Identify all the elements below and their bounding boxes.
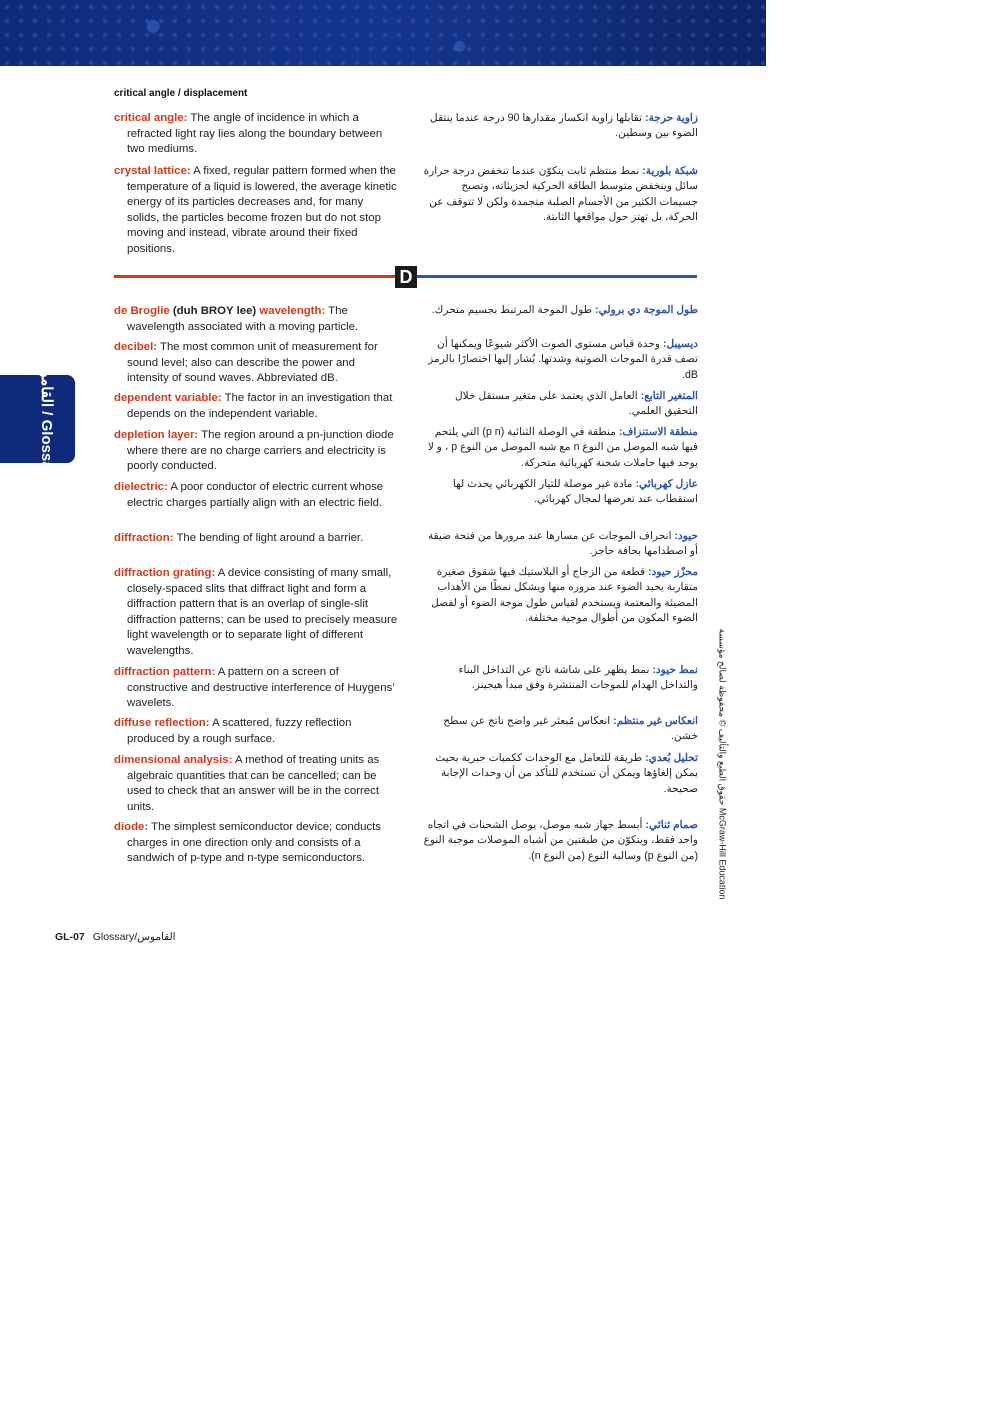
- arabic-definition: منطقة في الوصلة الثنائية (p n) التي يلتحم فيها شبه الموصل من النوع n مع شبه الموصل من النوع p ، و لا يوجد فيها حاملات شحنة كهربائية متحركة.: [427, 426, 698, 469]
- term-continued: wavelength:: [259, 305, 326, 317]
- definition: The wavelength associated with a moving particle.: [127, 305, 359, 333]
- entry-critical-angle-en: [114, 111, 398, 158]
- entry-depletion-layer-ar: [420, 425, 698, 471]
- entry-de-broglie-ar: [420, 303, 698, 318]
- arabic-term: انعكاس غير منتظم:: [613, 715, 698, 727]
- section-letter: D: [395, 266, 417, 288]
- copyright-notice: حقوق الطبع والتأليف © محفوظة لصالح مؤسسة McGraw-Hill Education: [717, 628, 728, 900]
- arabic-term: عازل كهربائي:: [635, 478, 698, 490]
- definition: The bending of light around a barrier.: [176, 532, 364, 544]
- entry-diffraction-en: [114, 531, 398, 547]
- arabic-term: طول الموجة دي برولي:: [595, 304, 698, 316]
- arabic-term: منطقة الاستنزاف:: [618, 426, 698, 438]
- entry-depletion-layer-en: [114, 428, 398, 475]
- definition: A scattered, fuzzy reflection produced by a rough surface.: [127, 717, 352, 745]
- term: critical angle:: [114, 112, 188, 124]
- arabic-definition: نمط منتظم ثابت يتكوّن عندما تنخفض درجة حرارة سائل وينخفض متوسط الطاقة الحركية لجزيئاته، وتصبح جسيمات الكثير من الأجسام الصلبة متجمدة ولكن لا تتوقف عن الحركة، بل تهتز حول مواقعها الثابتة.: [423, 165, 698, 224]
- term: crystal lattice:: [114, 165, 191, 177]
- arabic-term: محزّز حيود:: [648, 566, 698, 578]
- arabic-definition: نمط يظهر على شاشة ناتج عن التداخل البناء والتداخل الهدام للموجات المنتشرة وفق مبدأ هيجينز.: [458, 664, 698, 692]
- definition: A device consisting of many small, closely-spaced slits that diffract light and form a diffraction pattern that is an overlap of single-slit diffraction patterns; can be used to precisely measure light wavelength or to separate light of different wavelengths.: [127, 567, 398, 657]
- entry-diffuse-reflection-ar: [420, 714, 698, 745]
- arabic-term: ديسيبل:: [662, 338, 698, 350]
- entry-dielectric-en: [114, 480, 398, 511]
- entry-diffuse-reflection-en: [114, 716, 398, 747]
- definition: The most common unit of measurement for sound level; also can describe the power and intensity of sound waves. Abbreviated dB.: [127, 341, 378, 385]
- entry-critical-angle-ar: [420, 111, 698, 142]
- entry-crystal-lattice-en: [114, 164, 398, 258]
- arabic-term: المتغير التابع:: [640, 390, 698, 402]
- arabic-definition: انحراف الموجات عن مسارها عند مرورها من فتحة ضيقة أو اصطدامها بحافة حاجز.: [427, 530, 698, 558]
- entry-diffraction-grating-ar: [420, 565, 698, 627]
- term: diffraction:: [114, 532, 174, 544]
- definition: The simplest semiconductor device; conducts charges in one direction only and consists of a sandwich of p-type and n-type semiconductors.: [127, 821, 381, 865]
- entry-diffraction-grating-en: [114, 566, 398, 660]
- entry-crystal-lattice-ar: [420, 164, 698, 226]
- arabic-definition: قطعة من الزجاج أو البلاستيك فيها شقوق صغيرة متقاربة يحيد الضوء عند مروره منها ويشكل نمطًا من الأهداب المضيئة والمعتمة ويستخدم لقياس طول موجة الضوء أو لفصل الضوء المكون من أطوال موجية مختلفة.: [431, 566, 698, 625]
- definition: The region around a pn-junction diode where there are no charge carriers and electricity is poorly conducted.: [127, 429, 394, 473]
- term: diffuse reflection:: [114, 717, 210, 729]
- entry-decibel-ar: [420, 337, 698, 383]
- entry-de-broglie-en: [114, 304, 398, 335]
- pronunciation: (duh BROY lee): [169, 305, 260, 317]
- definition: A fixed, regular pattern formed when the temperature of a liquid is lowered, the average kinetic energy of its particles decreases and, for many solids, the particles become frozen but do not stop moving and instead, vibrate around their fixed positions.: [127, 165, 397, 255]
- definition: A method of treating units as algebraic quantities that can be cancelled; can be used to check that an answer will be in the correct units.: [127, 754, 380, 813]
- entry-dependent-variable-ar: [420, 389, 698, 420]
- arabic-definition: انعكاس مُبعثر غير واضح ناتج عن سطح خشن.: [443, 715, 698, 743]
- definition: A poor conductor of electric current whose electric charges partially align with an electric field.: [127, 481, 384, 509]
- page-number: GL-07: [55, 931, 85, 943]
- term: depletion layer:: [114, 429, 199, 441]
- footer-title: Glossary/القاموس: [92, 931, 176, 943]
- entry-dimensional-analysis-en: [114, 753, 398, 815]
- arabic-definition: مادة غير موصلة للتيار الكهربائي يحدث لها استقطاب عند تعرضها لمجال كهربائي.: [452, 478, 698, 506]
- entry-diffraction-pattern-en: [114, 665, 398, 712]
- term: dimensional analysis:: [114, 754, 233, 766]
- entry-dimensional-analysis-ar: [420, 751, 698, 797]
- section-divider-blue: [417, 275, 697, 278]
- term: diffraction pattern:: [114, 666, 216, 678]
- term: dependent variable:: [114, 392, 222, 404]
- arabic-definition: طول الموجة المرتبط بجسيم متحرك.: [431, 304, 593, 316]
- running-head: critical angle / displacement: [114, 88, 248, 99]
- arabic-definition: أبسط جهاز شبه موصل، يوصل الشحنات في اتجاه واحد فقط، ويتكوّن من طبقتين من أشباه الموصلات موجبة النوع (من النوع p) وسالبة النوع (من النوع n).: [423, 819, 698, 862]
- term: decibel:: [114, 341, 158, 353]
- entry-diode-en: [114, 820, 398, 867]
- term: de Broglie: [114, 305, 170, 317]
- arabic-definition: تقابلها زاوية انكسار مقدارها 90 درجة عندما ينتقل الضوء بين وسطين.: [430, 112, 698, 140]
- definition: The factor in an investigation that depends on the independent variable.: [127, 392, 393, 420]
- entry-decibel-en: [114, 340, 398, 387]
- term: diode:: [114, 821, 149, 833]
- side-tab-label: القاموس / Glossary: [38, 352, 55, 484]
- section-divider-red: [114, 275, 397, 278]
- arabic-term: شبكة بلورية:: [642, 165, 698, 177]
- arabic-term: حيود:: [674, 530, 698, 542]
- definition: A pattern on a screen of constructive and destructive interference of Huygens’ wavelets.: [127, 666, 395, 710]
- header-banner: [0, 0, 766, 66]
- arabic-term: زاوية حرجة:: [645, 112, 698, 124]
- term: diffraction grating:: [114, 567, 216, 579]
- arabic-term: تحليل بُعدي:: [645, 752, 698, 764]
- entry-diffraction-ar: [420, 529, 698, 560]
- page-footer: [55, 931, 176, 943]
- arabic-term: نمط حيود:: [652, 664, 698, 676]
- arabic-term: صمام ثنائي:: [645, 819, 698, 831]
- definition: The angle of incidence in which a refracted light ray lies along the boundary between two mediums.: [127, 112, 383, 156]
- entry-dielectric-ar: [420, 477, 698, 508]
- arabic-definition: طريقة للتعامل مع الوحدات ككميات جبرية بحيث يمكن إلغاؤها ويمكن أن تستخدم للتأكد من أن وحدات الإجابة صحيحة.: [435, 752, 698, 795]
- entry-diode-ar: [420, 818, 698, 864]
- entry-diffraction-pattern-ar: [420, 663, 698, 694]
- arabic-definition: وحدة قياس مستوى الصوت الأكثر شيوعًا ويمكنها أن تصف قدرة الموجات الصوتية وشدتها. يُشار إليها اختصارًا بالرمز dB.: [428, 338, 698, 381]
- banner-pattern: [0, 0, 766, 66]
- arabic-definition: العامل الذي يعتمد على متغير مستقل خلال التحقيق العلمي.: [454, 390, 698, 418]
- term: dielectric:: [114, 481, 168, 493]
- entry-dependent-variable-en: [114, 391, 398, 422]
